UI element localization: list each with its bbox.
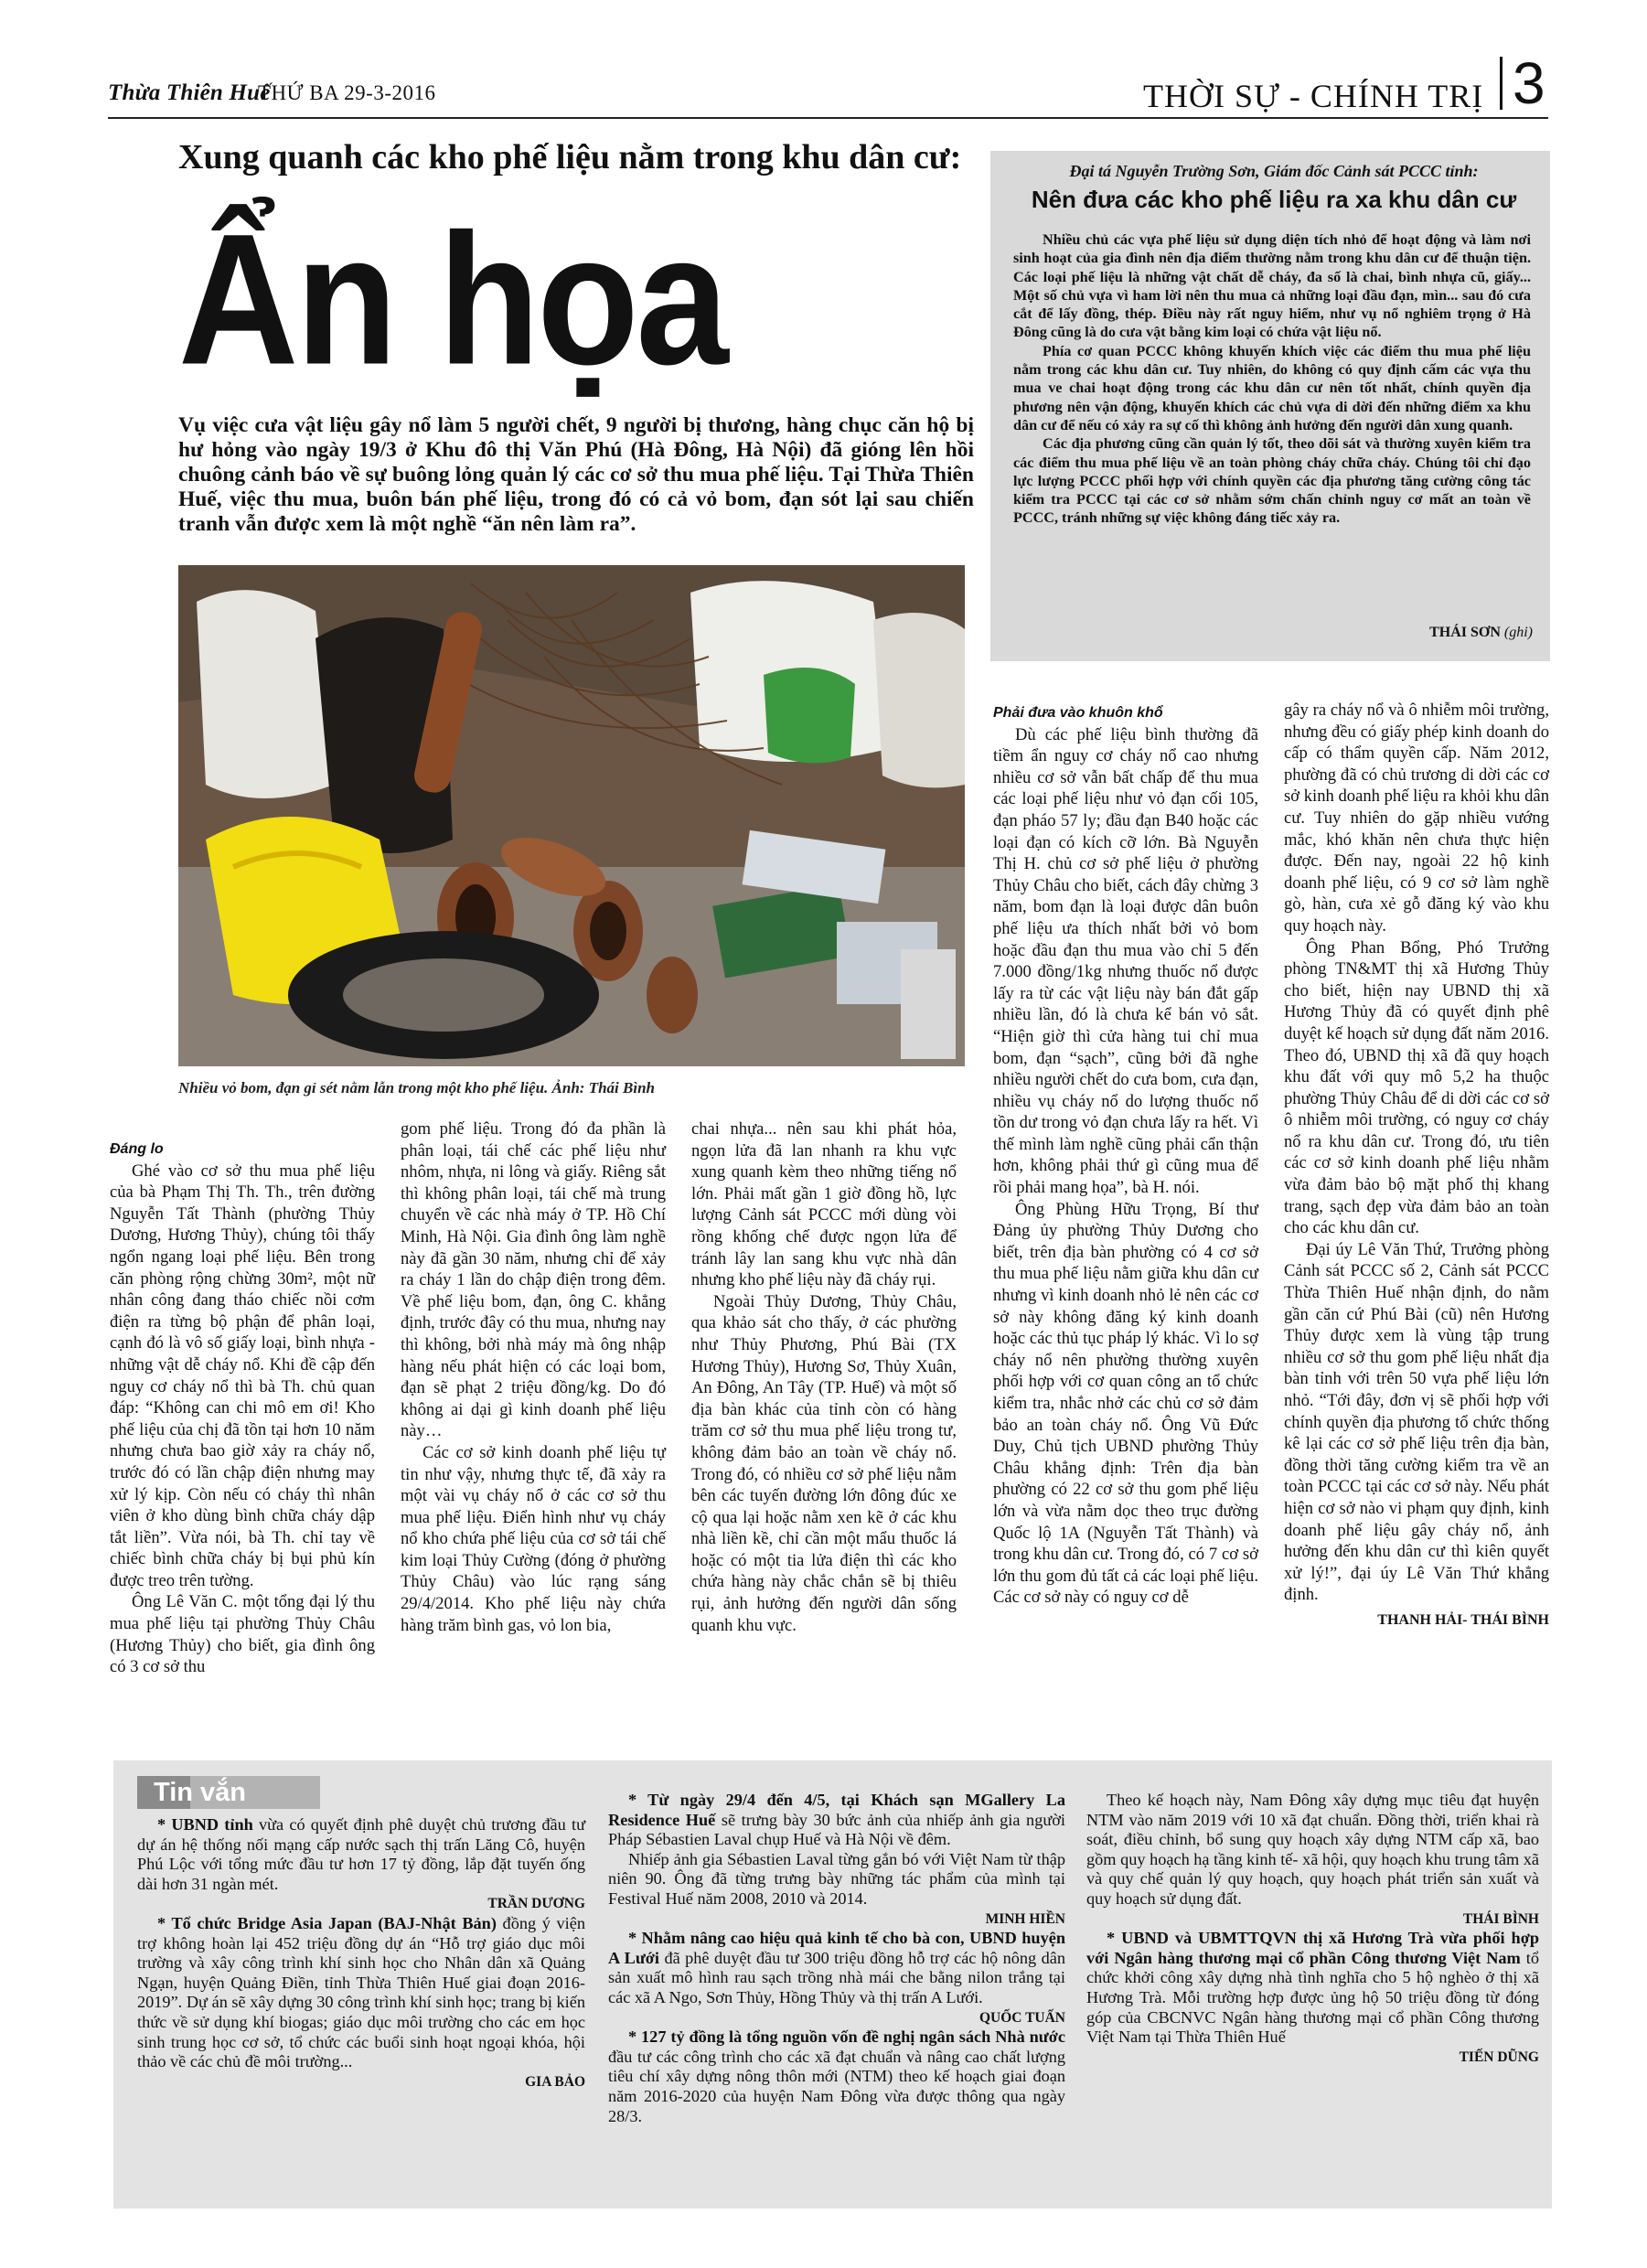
- brief-item-lead: * Từ ngày 29/4 đến 4/5, tại Khách sạn MGallery La Residence Huế: [608, 1791, 1065, 1829]
- paragraph: Ghé vào cơ sở thu mua phế liệu của bà Phạm Thị Th. Th., trên đường Nguyễn Tất Thành (phường Thủy Dương, Hương Thủy), chúng tôi thấy ngổn ngang loại phế liệu. Bên trong căn phòng rộng chừng 30m², một nữ nhân công đang tháo chiếc nồi cơm điện ra từng bộ phận để phân loại, cạnh đó là vô số giấy loại, bình nhựa - những vật dễ cháy nổ. Khi đề cập đến nguy cơ cháy nổ thì bà Th. chủ quan đáp: “Không can chi mô em ơi! Kho phế liệu của chị đã tồn tại hơn 10 năm nhưng chưa bao giờ xảy ra cháy nổ, trước đó có lần chập điện nhưng may xử lý kịp. Còn nếu có cháy thì nhân viên ở kho dùng bình chữa cháy dập tắt liền”. Vừa nói, bà Th. chỉ tay về chiếc bình chữa cháy bị bụi phủ kín được treo trên tường.: [110, 1161, 375, 1590]
- article-column-4: [993, 702, 1258, 1609]
- brief-news-title: Tin vắn: [154, 1778, 246, 1807]
- sidebar-body: [1013, 230, 1531, 528]
- photo-caption: Nhiều vỏ bom, đạn gỉ sét nằm lẫn trong một kho phế liệu. Ảnh: Thái Bình: [178, 1079, 655, 1097]
- paragraph: gom phế liệu. Trong đó đa phần là phân loại, tái chế các phế liệu như nhôm, nhựa, ni lông và giấy. Riêng sắt thì không phân loại, tái chế mà trung chuyển về các nhà máy ở TP. Hồ Chí Minh, Hà Nội. Gia đình ông làm nghề này đã gần 30 năm, nhưng chỉ để xảy ra cháy 1 lần do chập điện trong đêm. Về phế liệu bom, đạn, ông C. khẳng định, trước đây có thu mua, nhưng nay thì không, bởi nhà máy mà ông nhập hàng nếu phát hiện có các loại bom, đạn sẽ phạt 2 triệu đồng/kg. Do đó không ai dại gì kinh doanh phế liệu này…: [401, 1119, 666, 1441]
- brief-item-lead: * UBND tỉnh: [157, 1815, 253, 1834]
- article-column-2: [401, 1118, 666, 1636]
- page-number: 3: [1513, 50, 1545, 116]
- sidebar-signature: [1299, 625, 1533, 641]
- brief-news-column-2: [608, 1791, 1065, 2126]
- brief-item-author: TRẦN DƯƠNG: [487, 1896, 585, 1912]
- sidebar-signature-note: (ghi): [1503, 625, 1533, 640]
- subhead-dang-lo: Đáng lo: [110, 1141, 164, 1157]
- brief-item-text: tổ chức khởi công xây dựng nhà tình nghĩa cho 5 hộ nghèo ở thị xã Hương Trà. Mỗi trường hợp được ủng hộ 50 triệu đồng từ đóng góp của CBCNVC Ngân hàng thương mại cổ phần Công thương Việt Nam tại Thừa Thiên Huế: [1086, 1948, 1539, 2047]
- sidebar-kicker: Đại tá Nguyễn Trường Sơn, Giám đốc Cảnh sát PCCC tỉnh:: [1069, 162, 1479, 180]
- paragraph: Ông Lê Văn C. một tổng đại lý thu mua phế liệu tại phường Thủy Châu (Hương Thủy) cho biết, gia đình ông có 3 cơ sở thu: [110, 1592, 375, 1677]
- paragraph: Ngoài Thủy Dương, Thủy Châu, qua khảo sát cho thấy, ở các phường như Thủy Phương, Phú Bài (TX Hương Thủy), Hương Sơ, Thủy Xuân, An Đông, An Tây (TP. Huế) và một số địa bàn khác của tỉnh còn có hàng trăm cơ sở thu mua phế liệu trong tư, không đảm bảo an toàn về cháy nổ. Trong đó, có nhiều cơ sở phế liệu nằm bên các tuyến đường lớn đông đúc xe cộ qua lại hoặc nằm xen kẽ ở các khu nhà liền kề, chỉ cần một mẩu thuốc lá hoặc có một tia lửa điện thì các kho chứa hàng này chắc chắn sẽ bị thiêu rụi, ảnh hưởng đến người dân sống quanh khu vực.: [691, 1291, 957, 1635]
- header-divider: [1500, 57, 1503, 110]
- article-photo: [178, 565, 965, 1066]
- article-column-3: [691, 1118, 957, 1636]
- brief-item-text: sẽ trưng bày 30 bức ảnh của nhiếp ảnh gia người Pháp Sébastien Laval chụp Huế và Hà Nội về đêm.: [608, 1810, 1065, 1849]
- newspaper-brand: Thừa Thiên Huế: [108, 80, 271, 105]
- brief-item: [608, 1929, 1065, 2007]
- paragraph: Đại úy Lê Văn Thứ, Trưởng phòng Cảnh sát PCCC số 2, Cảnh sát PCCC Thừa Thiên Huế nhận định, do nằm gần căn cứ Phú Bài (cũ) nên Hương Thủy được xem là vùng tập trung nhiều cơ sở thu gom phế liệu nhất địa bàn tỉnh với trên 50 vựa phế liệu lớn nhỏ. “Tới đây, đơn vị sẽ phối hợp với chính quyền địa phương tổ chức thống kê lại các cơ sở phế liệu trên địa bàn, đồng thời tăng cường kiểm tra về an toàn PCCC tại các cơ sở này. Nếu phát hiện cơ sở nào vi phạm quy định, kinh doanh phế liệu gây cháy nổ, ảnh hưởng đến khu dân cư thì kiên quyết xử lý!”, đại úy Lê Văn Thứ khẳng định.: [1284, 1239, 1549, 1605]
- brief-item-author: GIA BẢO: [525, 2073, 585, 2090]
- article-lead: Vụ việc cưa vật liệu gây nổ làm 5 người chết, 9 người bị thương, hàng chục căn hộ bị hư hỏng vào ngày 19/3 ở Khu đô thị Văn Phú (Hà Đông, Hà Nội) đã gióng lên hồi chuông cảnh báo về sự buông lỏng quản lý các cơ sở thu mua phế liệu. Tại Thừa Thiên Huế, việc thu mua, buôn bán phế liệu, trong đó có cả vỏ bom, đạn sót lại sau chiến tranh vẫn được xem là một nghề “ăn nên làm ra”.: [178, 413, 974, 536]
- brief-item-continued: Theo kế hoạch này, Nam Đông xây dựng mục tiêu đạt huyện NTM vào năm 2019 với 10 xã đạt chuẩn. Đồng thời, triển khai rà soát, điều chỉnh, bổ sung quy hoạch xây dựng NTM cấp xã, bao gồm quy hoạch hạ tầng kinh tế- xã hội, quy hoạch khu trung tâm xã và quy chế quản lý quy hoạch, quy hoạch phát triển sản xuất và quy hoạch sử dụng đất.: [1086, 1791, 1540, 1908]
- scrap-bombs-photo: [178, 565, 965, 1066]
- brief-item-lead: * Tổ chức Bridge Asia Japan (BAJ-Nhật Bản): [157, 1913, 497, 1932]
- paragraph: Dù các phế liệu bình thường đã tiềm ẩn nguy cơ cháy nổ cao nhưng nhiều cơ sở vẫn bất chấp để thu mua các loại phế liệu như vỏ đạn cối 105, đạn pháo 57 ly; đầu đạn B40 hoặc các loại đạn có kích cỡ lớn. Bà Nguyễn Thị H. chủ cơ sở phế liệu ở phường Thủy Châu cho biết, cách đây chừng 3 năm, bom đạn là loại được dân buôn phế liệu ưa thích nhất bởi vỏ bom hoặc đầu đạn thu mua vào chỉ 5 đến 7.000 đồng/1kg nhưng thuốc nổ được lấy ra từ các vật liệu này bán đắt gấp nhiều lần, đó là chưa kể bán vỏ sắt. “Hiện giờ thì cửa hàng tui chỉ mua bom, đạn “sạch”, cũng bởi đã nghe nhiều người chết do cưa bom, cưa đạn, nhiều vụ cháy nổ do lượng thuốc nổ tồn dư trong vỏ đạn chưa lấy ra hết. Vì thế mình làm nghề cũng phải cẩn thận hơn, không phải thứ gì cũng mua để rồi phải mang họa”, bà H. nói.: [993, 724, 1258, 1198]
- subhead-phai-dua-vao-khuon-kho: Phải đưa vào khuôn khổ: [993, 705, 1163, 721]
- brief-item: [608, 2027, 1065, 2126]
- brief-item: [137, 1914, 585, 2072]
- brief-item-continued: Nhiếp ảnh gia Sébastien Laval từng gắn bó với Việt Nam từ thập niên 90. Ông đã từng trưng bày những tác phẩm của mình tại Festival Huế năm 2008, 2010 và 2014.: [608, 1849, 1065, 1908]
- header-rule: [108, 117, 1548, 119]
- article-kicker: Xung quanh các kho phế liệu nằm trong khu dân cư:: [178, 138, 962, 177]
- brief-news-column-1: [137, 1815, 585, 2091]
- brief-item-author: MINH HIỀN: [985, 1910, 1065, 1927]
- section-title: THỜI SỰ - CHÍNH TRỊ: [1143, 78, 1484, 114]
- brief-item-text: đồng ý viện trợ không hoàn lại 452 triệu đồng dự án “Hỗ trợ giáo dục môi trường và xây công trình khí sinh học cho Nhân dân xã Quảng Ngạn, huyện Quảng Điền, tỉnh Thừa Thiên Huế giai đoạn 2016-2019”. Dự án sẽ xây dựng 30 công trình khí sinh học; trang bị kiến thức về sử dụng khí biogas; giáo dục môi trường cho các em học sinh trung học cơ sở, tổ chức các buổi sinh hoạt ngoại khóa, hội thảo về các chủ đề môi trường...: [137, 1913, 585, 2071]
- article-title: Ẩn họa: [178, 194, 726, 404]
- sidebar-title: Nên đưa các kho phế liệu ra xa khu dân cư: [1031, 186, 1517, 213]
- paragraph: Ông Phùng Hữu Trọng, Bí thư Đảng ủy phường Thủy Dương cho biết, trên địa bàn phường có 4 cơ sở thu mua phế liệu nằm giữa khu dân cư nhưng vì kinh doanh nhỏ lẻ nên các cơ sở này không đăng ký kinh doanh hoặc các thủ tục pháp lý khác. Vì lo sợ cháy nổ nên phường thường xuyên phối hợp với cơ quan công an tổ chức kiểm tra, nhắc nhở các chủ cơ sở đảm bảo an toàn cháy nổ. Ông Vũ Đức Duy, Chủ tịch UBND phường Thủy Châu khẳng định: Trên địa bàn phường có 22 cơ sở thu gom phế liệu lớn và vừa nằm dọc theo trục đường Quốc lộ 1A (Nguyễn Tất Thành) và trong khu dân cư. Trong đó, có 7 cơ sở lớn thu gom đủ tất cả các loại phế liệu. Các cơ sở này có nguy cơ dễ: [993, 1199, 1258, 1608]
- brief-item: [137, 1815, 585, 1894]
- brief-item: [1086, 1929, 1539, 2048]
- sidebar-signature-name: THÁI SƠN: [1429, 625, 1501, 640]
- paragraph: gây ra cháy nổ và ô nhiễm môi trường, nhưng đều có giấy phép kinh doanh do cấp có thẩm quyền cấp. Năm 2012, phường đã có chủ trương di dời các cơ sở kinh doanh phế liệu ra khỏi khu dân cư. Tuy nhiên do gặp nhiều vướng mắc, khó khăn nên chưa thực hiện được. Đến nay, ngoài 22 hộ kinh doanh phế liệu, có 9 cơ sở làm nghề gò, hàn, cưa xẻ gỗ đăng ký vào khu quy hoạch này.: [1284, 701, 1549, 936]
- brief-item-author: QUỐC TUẤN: [979, 2009, 1065, 2026]
- brief-item-lead: * 127 tỷ đồng là tổng nguồn vốn đề nghị ngân sách Nhà nước: [628, 2027, 1065, 2047]
- article-signature: THANH HẢI- THÁI BÌNH: [1377, 1611, 1549, 1628]
- brief-item-text: đầu tư các công trình cho các xã đạt chuẩn và nâng cao chất lượng tiêu chí xây dựng nông thôn mới (NTM) theo kế hoạch giai đoạn năm 2016-2020 của huyện Nam Đông vừa được thông qua ngày 28/3.: [608, 2047, 1065, 2125]
- issue-date: THỨ BA 29-3-2016: [258, 81, 436, 104]
- paragraph: Các cơ sở kinh doanh phế liệu tự tin như vậy, nhưng thực tế, đã xảy ra một vài vụ cháy nổ ở các cơ sở thu mua phế liệu. Điển hình như vụ cháy nổ kho chứa phế liệu của cơ sở tái chế kim loại Thủy Cường (đóng ở phường Thủy Châu) vào lúc rạng sáng 29/4/2014. Kho phế liệu này chứa hàng trăm bình gas, vỏ lon bia,: [401, 1442, 666, 1635]
- paragraph: chai nhựa... nên sau khi phát hỏa, ngọn lửa đã lan nhanh ra khu vực xung quanh kèm theo những tiếng nổ lớn. Phải mất gần 1 giờ đồng hồ, lực lượng Cảnh sát PCCC mới dùng vòi rồng khống chế được ngọn lửa để tránh lây lan sang khu vực nhà dân nhưng kho phế liệu này đã cháy rụi.: [691, 1119, 957, 1290]
- brief-item-text: đã phê duyệt đầu tư 300 triệu đồng hỗ trợ các hộ nông dân sản xuất mô hình rau sạch trồng nhà mái che bằng nilon trắng tại các xã A Ngo, Sơn Thủy, Hồng Thủy và thị trấn A Lưới.: [608, 1948, 1065, 2006]
- sidebar-paragraph: Nhiều chủ các vựa phế liệu sử dụng diện tích nhỏ để hoạt động và làm nơi sinh hoạt của gia đình nên địa điểm thường nằm trong khu dân cư để thuận tiện. Các loại phế liệu là những vật chất dễ cháy, đa số là chai, bình nhựa cũ, giấy... Một số chủ vựa vì ham lời nên thu mua cả những loại đầu đạn, mìn... sau đó cưa cắt để lấy đồng, thép. Điều này rất nguy hiểm, như vụ nổ nghiêm trọng ở Hà Đông cũng là do cưa vật bằng kim loại có chứa vật liệu nổ.: [1013, 231, 1531, 341]
- article-column-5: [1284, 700, 1549, 1631]
- brief-item-lead: * Nhằm nâng cao hiệu quả kinh tế cho bà con, UBND huyện A Lưới: [608, 1929, 1065, 1967]
- brief-item-author: THÁI BÌNH: [1462, 1910, 1539, 1927]
- article-column-1: [110, 1139, 375, 1678]
- brief-news-column-3: [1086, 1791, 1539, 2067]
- sidebar-paragraph: Phía cơ quan PCCC không khuyến khích việc các điểm thu mua phế liệu nằm trong các khu dân cư. Tuy nhiên, do không có quy định cấm các vựa thu mua ve chai hoạt động trong các khu dân cư nên tốt nhất, chính quyền địa phương nên vận động, khuyến khích các chủ vựa di dời đến những điểm xa khu dân cư để nếu có xảy ra sự cố thì không ảnh hưởng đến người dân xung quanh.: [1013, 342, 1531, 433]
- brief-item-text: vừa có quyết định phê duyệt chủ trương đầu tư dự án hệ thống nối mạng cấp nước sạch thị trấn Lăng Cô, huyện Phú Lộc với tổng mức đầu tư hơn 17 tỷ đồng, lắp đặt tuyến ống dài hơn 31 ngàn mét.: [137, 1815, 585, 1893]
- brief-item-lead: * UBND và UBMTTQVN thị xã Hương Trà vừa phối hợp với Ngân hàng thương mại cổ phần Công thương Việt Nam: [1086, 1929, 1539, 1967]
- brief-item: [608, 1791, 1065, 1850]
- brief-item-author: TIẾN DŨNG: [1459, 2049, 1539, 2065]
- paragraph: Ông Phan Bổng, Phó Trưởng phòng TN&MT thị xã Hương Thủy cho biết, hiện nay UBND thị xã Hương Thủy đã có quyết định phê duyệt kế hoạch sử dụng đất năm 2016. Theo đó, UBND thị xã đã quy hoạch khu đất với quy mô 5,2 ha thuộc phường Thủy Châu để di dời các cơ sở ô nhiễm môi trường, có nguy cơ cháy nổ ra khu dân cư. Trong đó, ưu tiên các cơ sở kinh doanh phế liệu nhằm vừa đảm bảo bộ mặt phố thị khang trang, sạch đẹp vừa đảm bảo an toàn cho các khu dân cư.: [1284, 937, 1549, 1238]
- sidebar-paragraph: Các địa phương cũng cần quản lý tốt, theo dõi sát và thường xuyên kiểm tra các điểm thu mua phế liệu về an toàn phòng cháy chữa cháy. Chúng tôi chỉ đạo lực lượng PCCC phối hợp với chính quyền các địa phương tăng cường công tác kiểm tra PCCC tại các cơ sở nhằm sớm chấn chỉnh nguy cơ mất an toàn về PCCC, tránh những sự việc không đáng tiếc xảy ra.: [1013, 435, 1531, 527]
